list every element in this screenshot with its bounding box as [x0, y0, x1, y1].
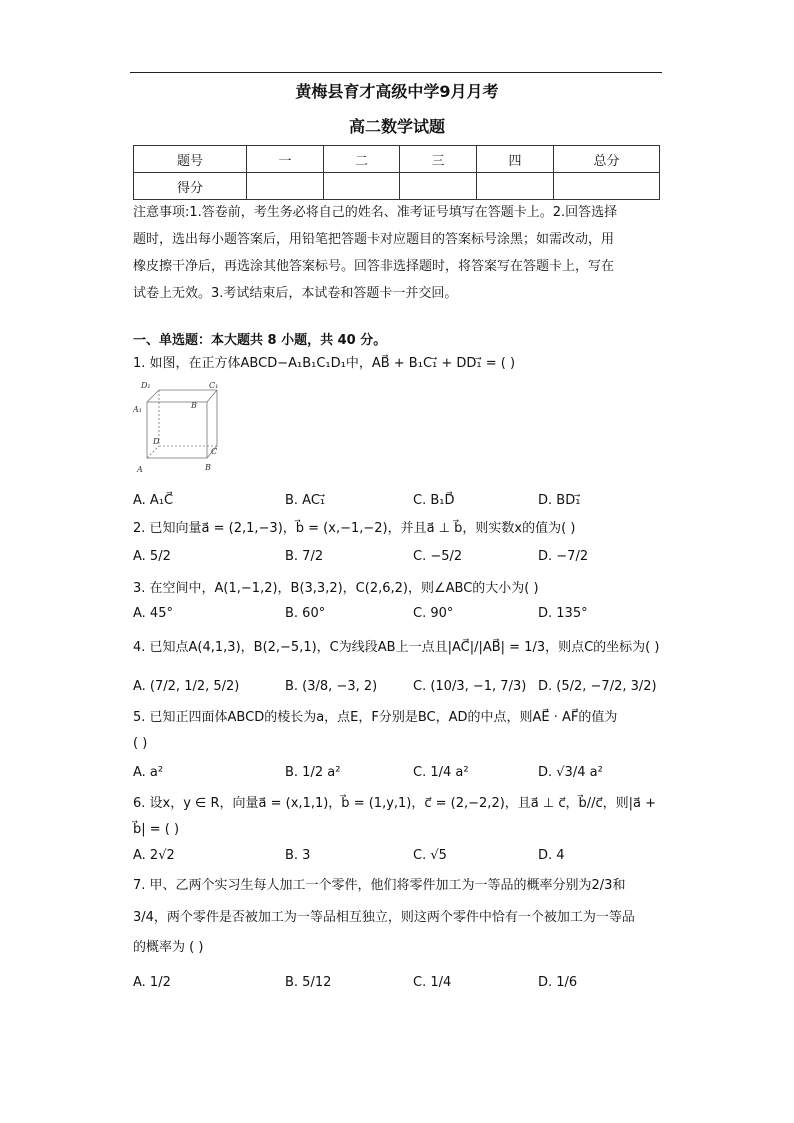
option-c[interactable]: C. −5/2	[413, 549, 463, 564]
score-cell[interactable]	[247, 173, 324, 200]
question-6-options	[133, 848, 663, 870]
score-header-cell: 四	[477, 146, 554, 173]
option-d[interactable]: D. √3/4 a²	[538, 765, 603, 780]
score-header-cell: 一	[247, 146, 324, 173]
option-c[interactable]: C. B₁D⃗	[413, 493, 455, 508]
option-c[interactable]: C. √5	[413, 848, 447, 863]
score-header-cell: 二	[324, 146, 400, 173]
cube-label-a: A	[137, 465, 143, 474]
question-1-stem: 1. 如图，在正方体ABCD−A₁B₁C₁D₁中，AB⃗ + B₁C₁⃗ + DD₁⃗ = ( )	[133, 356, 516, 371]
option-d[interactable]: D. −7/2	[538, 549, 589, 564]
question-3-options	[133, 606, 663, 628]
question-7-stem	[133, 876, 663, 958]
score-cell[interactable]	[554, 173, 660, 200]
question-4-options	[133, 679, 663, 701]
question-5-options	[133, 765, 663, 787]
option-c[interactable]: C. 1/4	[413, 975, 452, 990]
option-d[interactable]: D. 135°	[538, 606, 588, 621]
score-cell[interactable]	[477, 173, 554, 200]
question-1-options	[133, 493, 663, 515]
option-b[interactable]: B. AC₁⃗	[285, 493, 326, 508]
notice-block	[133, 203, 663, 311]
option-b[interactable]: B. 1/2 a²	[285, 765, 341, 780]
score-cell[interactable]	[400, 173, 477, 200]
question-7-line: 的概率为 ( )	[133, 940, 204, 955]
exam-title: 高二数学试题	[348, 117, 445, 136]
question-2-stem: 2. 已知向量a⃗ = (2,1,−3)，b⃗ = (x,−1,−2)，并且a⃗ ⊥ b⃗，则实数x的值为( )	[133, 521, 576, 536]
question-6-line: 6. 设x，y ∈ R，向量a⃗ = (x,1,1)，b⃗ = (1,y,1)，c⃗ = (2,−2,2)，且a⃗ ⊥ c⃗，b⃗//c⃗，则|a⃗ +	[133, 796, 657, 811]
cube-label-d1: D₁	[141, 381, 151, 390]
option-c[interactable]: C. (10/3, −1, 7/3)	[413, 679, 527, 694]
score-table-score-row	[134, 173, 660, 200]
option-b[interactable]: B. 60°	[285, 606, 326, 621]
question-5-line: 5. 已知正四面体ABCD的棱长为a，点E，F分别是BC，AD的中点，则AE⃗ · AF⃗的值为	[133, 710, 618, 725]
score-header-cell: 总分	[554, 146, 660, 173]
question-5-line: ( )	[133, 736, 148, 751]
score-table-header-row	[134, 146, 660, 173]
cube-label-c: C	[211, 447, 218, 456]
option-a[interactable]: A. A₁C⃗	[133, 493, 174, 508]
option-d[interactable]: D. 4	[538, 848, 565, 863]
score-header-cell: 题号	[134, 146, 247, 173]
question-3-stem: 3. 在空间中，A(1,−1,2)，B(3,3,2)，C(2,6,2)，则∠ABC的大小为( )	[133, 581, 539, 596]
option-a[interactable]: A. 5/2	[133, 549, 171, 564]
option-d[interactable]: D. 1/6	[538, 975, 578, 990]
question-4-stem: 4. 已知点A(4,1,3)，B(2,−5,1)，C为线段AB上一点且|AC⃗|/|AB⃗| = 1/3，则点C的坐标为( )	[133, 640, 660, 655]
score-header-cell: 三	[400, 146, 477, 173]
question-7-line: 7. 甲、乙两个实习生每人加工一个零件，他们将零件加工为一等品的概率分别为2/3和	[133, 878, 626, 893]
cube-label-a1: A₁	[133, 405, 142, 414]
score-cell[interactable]	[324, 173, 400, 200]
cube-label-b: B	[205, 463, 211, 472]
question-7-line: 3/4，两个零件是否被加工为一等品相互独立，则这两个零件中恰有一个被加工为一等品	[133, 910, 635, 925]
cube-label-b1: B	[191, 401, 197, 410]
question-2-options	[133, 549, 663, 571]
question-7-options	[133, 975, 663, 997]
question-6-line: b⃗| = ( )	[133, 822, 180, 837]
option-b[interactable]: B. 3	[285, 848, 311, 863]
option-a[interactable]: A. 45°	[133, 606, 173, 621]
question-5-stem	[133, 708, 663, 754]
notice-line: 橡皮擦干净后，再选涂其他答案标号。回答非选择题时，将答案写在答题卡上，写在	[133, 259, 615, 274]
option-d[interactable]: D. BD₁⃗	[538, 493, 581, 508]
question-6-stem	[133, 794, 663, 840]
header-rule	[130, 72, 662, 73]
option-b[interactable]: B. (3/8, −3, 2)	[285, 679, 378, 694]
option-d[interactable]: D. (5/2, −7/2, 3/2)	[538, 679, 657, 694]
option-c[interactable]: C. 1/4 a²	[413, 765, 469, 780]
cube-figure	[133, 378, 223, 478]
notice-line: 注意事项:1.答卷前，考生务必将自己的姓名、准考证号填写在答题卡上。2.回答选择	[133, 205, 618, 220]
score-table	[133, 145, 660, 200]
cube-label-d: D	[153, 437, 160, 446]
option-a[interactable]: A. (7/2, 1/2, 5/2)	[133, 679, 240, 694]
notice-line: 题时，选出每小题答案后，用铅笔把答题卡对应题目的答案标号涂黑；如需改动，用	[133, 232, 615, 247]
option-a[interactable]: A. a²	[133, 765, 164, 780]
notice-line: 试卷上无效。3.考试结束后，本试卷和答题卡一并交回。	[133, 286, 458, 301]
score-row-label: 得分	[134, 173, 247, 200]
option-b[interactable]: B. 5/12	[285, 975, 332, 990]
section-heading: 一、单选题：本大题共 8 小题，共 40 分。	[133, 333, 387, 348]
option-b[interactable]: B. 7/2	[285, 549, 324, 564]
option-c[interactable]: C. 90°	[413, 606, 454, 621]
option-a[interactable]: A. 1/2	[133, 975, 171, 990]
option-a[interactable]: A. 2√2	[133, 848, 175, 863]
cube-label-c1: C₁	[209, 381, 219, 390]
school-title: 黄梅县育才高级中学9月月考	[295, 82, 499, 101]
